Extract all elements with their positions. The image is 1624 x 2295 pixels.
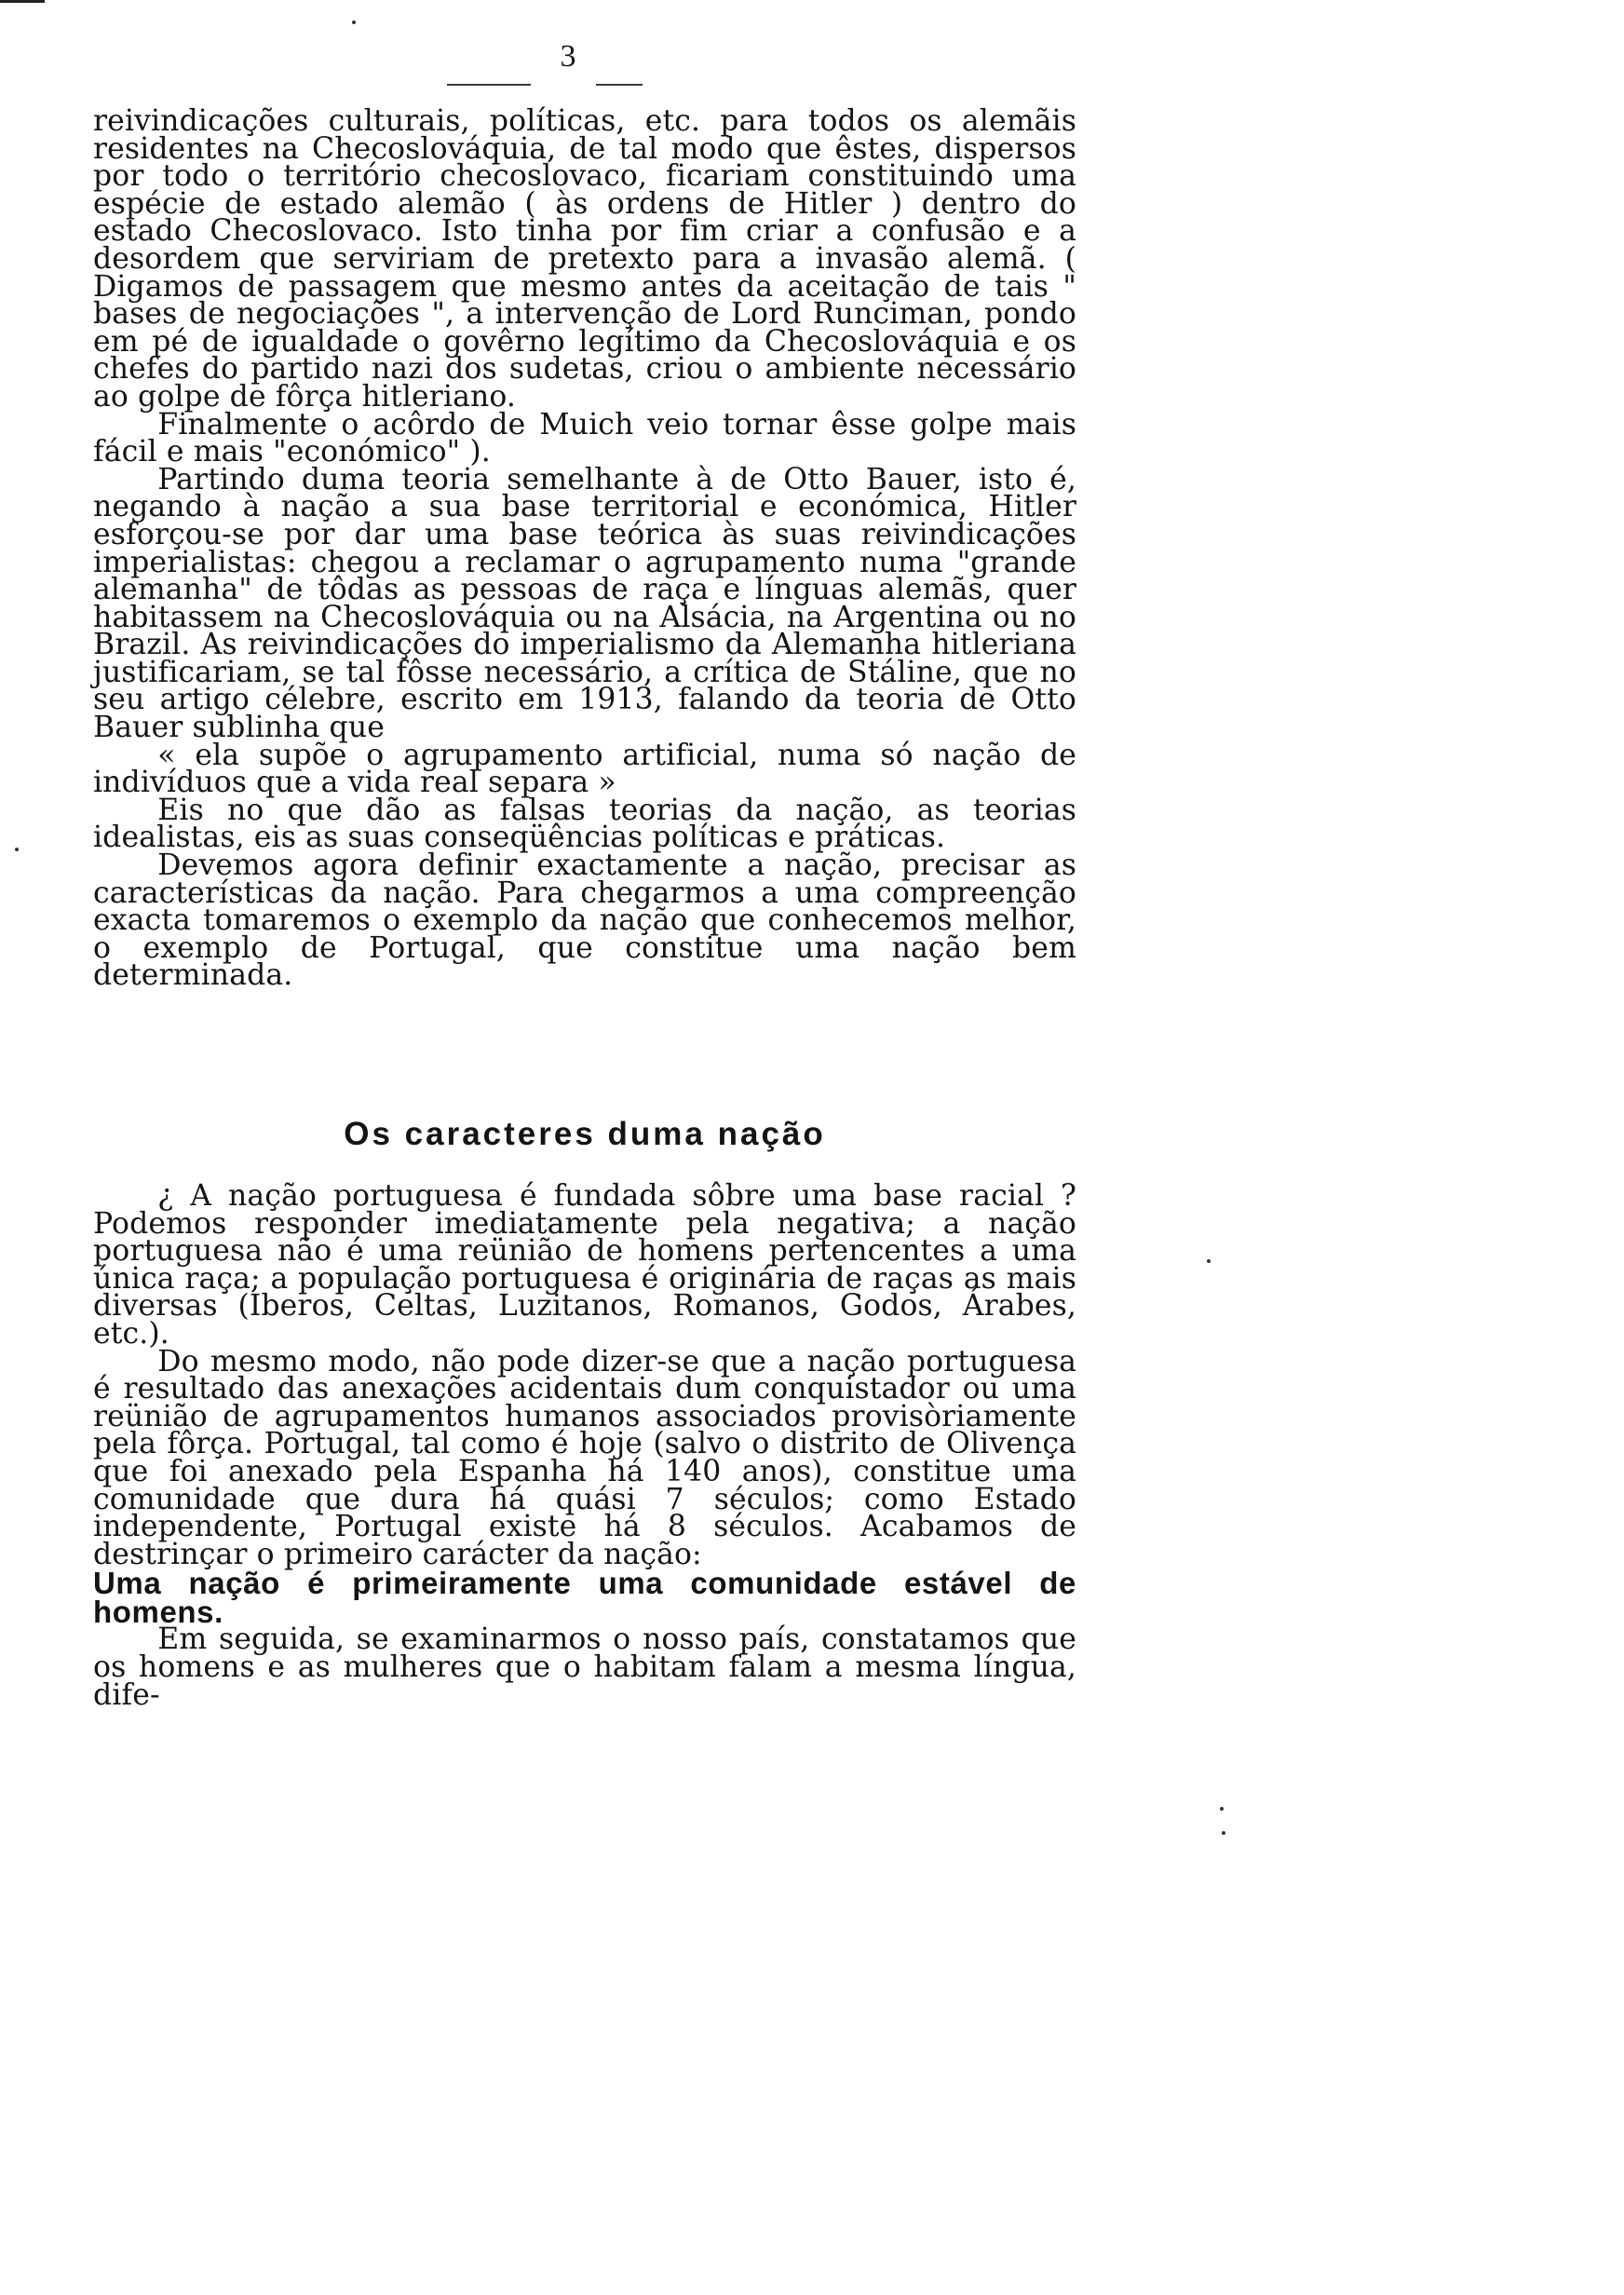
scan-speck	[1207, 1259, 1211, 1263]
paragraph-finalmente: Finalmente o acôrdo de Muich veio tornar êsse golpe mais fácil e mais "económico" ).	[93, 407, 1076, 469]
corner-scan-mark	[0, 0, 45, 3]
paragraph-do-mesmo-modo: Do mesmo modo, não pode dizer-se que a nação portuguesa é resultado das anexações acidentais dum conquistador ou uma reünião de agrupamentos humanos associados provisòriamente pela fôrça. Portugal, tal como é hoje (salvo o distrito de Olivença que foi anexado pela Espanha há 140 anos), constitue uma comunidade que dura há quási 7 séculos; como Estado independente, Portugal existe há 8 séculos. Acabamos de destrinçar o primeiro carácter da nação:	[93, 1344, 1076, 1571]
paragraph-nacao-portuguesa: ¿ A nação portuguesa é fundada sôbre uma base racial ? Podemos responder imediatamente pela negativa; a nação portuguesa não é uma reünião de homens pertencentes a uma única raça; a população portuguesa é originária de raças as mais diversas (Iberos, Celtas, Luzitanos, Romanos, Godos, Árabes, etc.).	[93, 1179, 1076, 1351]
paragraph-quote: « ela supõe o agrupamento artificial, numa só nação de indivíduos que a vida real separa »	[93, 738, 1076, 800]
scan-speck	[1220, 1807, 1224, 1811]
paragraph-devemos: Devemos agora definir exactamente a nação, precisar as características da nação. Para chegarmos a uma compreenção exacta tomaremos o exemplo da nação que conhecemos melhor, o exemplo de Portugal, que constitue uma nação bem determinada.	[93, 849, 1076, 993]
definition-statement: Uma nação é primeiramente uma comunidade estável de homens.	[93, 1566, 1076, 1630]
scan-speck	[1222, 1831, 1225, 1835]
paragraph-continuation: reivindicações culturais, políticas, etc. para todos os alemãis residentes na Checoslováquia, de tal modo que êstes, dispersos por todo o território checoslovaco, ficariam constituindo uma espécie de estado alemão ( às ordens de Hitler ) dentro do estado Checoslovaco. Isto tinha por fim criar a confusão e a desordem que serviriam de pretexto para a invasão alemã. ( Digamos de passagem que mesmo antes da aceitação de tais " bases de negociações ", a intervenção de Lord Runciman, pondo em pé de igualdade o govêrno legítimo da Checoslováquia e os chefes do partido nazi dos sudetas, criou o ambiente necessário ao golpe de fôrça hitleriano.	[93, 104, 1076, 414]
text-block-bottom	[93, 1179, 1076, 1712]
section-heading: Os caracteres duma nação	[344, 1116, 826, 1152]
text-block-top	[93, 104, 1076, 993]
paragraph-em-seguida: Em seguida, se examinarmos o nosso país, constatamos que os homens e as mulheres que o habitam falam a mesma língua, dife-	[93, 1623, 1076, 1712]
header-rule-left	[447, 84, 531, 86]
header-rule-right	[596, 84, 643, 86]
page-number: 3	[560, 39, 576, 74]
scan-speck	[15, 848, 19, 851]
paragraph-partindo: Partindo duma teoria semelhante à de Otto Bauer, isto é, negando à nação a sua base territorial e económica, Hitler esforçou-se por dar uma base teórica às suas reivindicações imperialistas: chegou a reclamar o agrupamento numa "grande alemanha" de tôdas as pessoas de raça e línguas alemãs, quer habitassem na Checoslováquia ou na Alsácia, na Argentina ou no Brazil. As reivindicações do imperialismo da Alemanha hitleriana justificariam, se tal fôsse necessário, a crítica de Stáline, que no seu artigo célebre, escrito em 1913, falando da teoria de Otto Bauer sublinha que	[93, 462, 1076, 745]
paragraph-eis: Eis no que dão as falsas teorias da nação, as teorias idealistas, eis as suas conseqüências políticas e práticas.	[93, 793, 1076, 855]
scan-speck	[352, 20, 356, 24]
